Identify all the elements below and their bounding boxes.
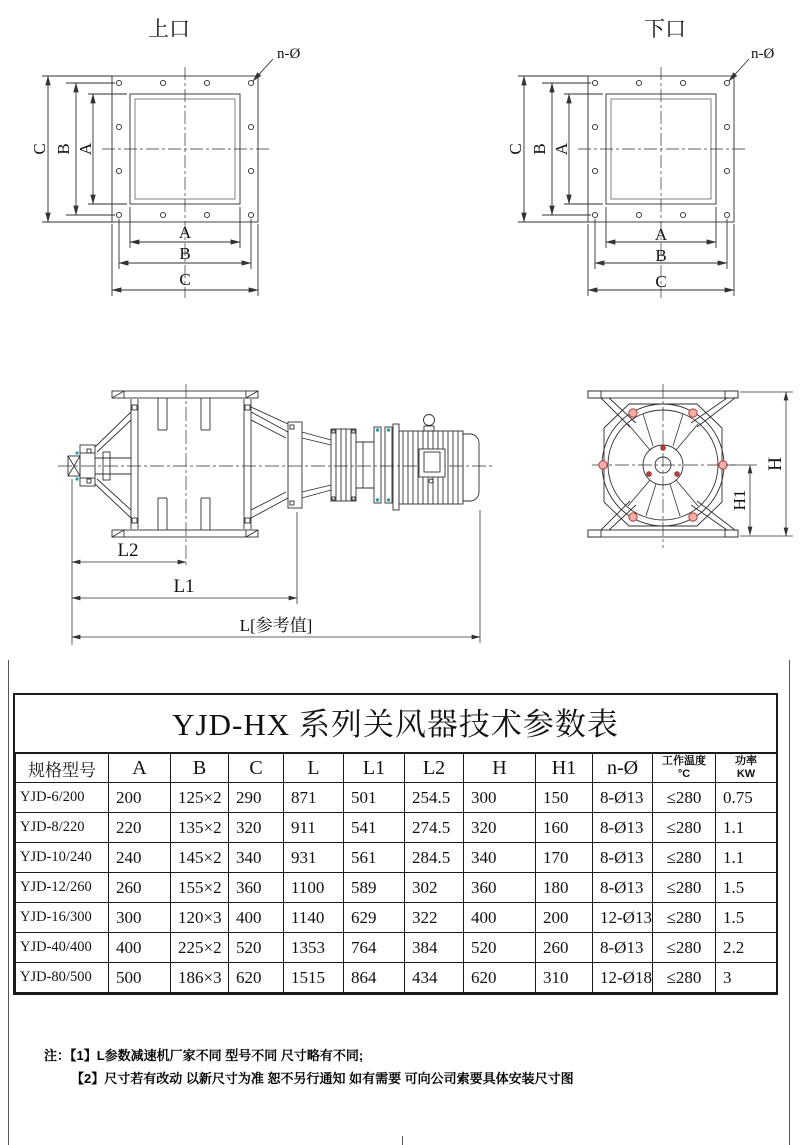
value-cell: 240 bbox=[109, 843, 171, 873]
value-cell: 302 bbox=[405, 873, 464, 903]
value-cell: 1140 bbox=[284, 903, 344, 933]
model-cell: YJD-12/260 bbox=[16, 873, 109, 903]
hole-count-label: n-Ø bbox=[277, 46, 301, 62]
value-cell: 864 bbox=[344, 963, 405, 993]
hole-count-label: n-Ø bbox=[751, 46, 775, 62]
table-row bbox=[16, 813, 777, 843]
table-title: YJD-HX 系列关风器技术参数表 bbox=[15, 695, 776, 753]
dim-a-label: A bbox=[552, 142, 571, 156]
value-cell: ≤280 bbox=[653, 813, 716, 843]
value-cell: 1.5 bbox=[716, 873, 777, 903]
side-view-drawing bbox=[58, 384, 492, 645]
dim-a-label: A bbox=[76, 142, 95, 156]
value-cell: 360 bbox=[229, 873, 284, 903]
dim-b-label: B bbox=[54, 143, 73, 155]
value-cell: 520 bbox=[229, 933, 284, 963]
value-cell: 145×2 bbox=[171, 843, 229, 873]
table-row bbox=[16, 873, 777, 903]
col-header-n: n-Ø bbox=[593, 754, 653, 783]
dim-a-label: A bbox=[178, 223, 192, 242]
value-cell: 561 bbox=[344, 843, 405, 873]
value-cell: 254.5 bbox=[405, 783, 464, 813]
model-cell: YJD-8/220 bbox=[16, 813, 109, 843]
value-cell: 1353 bbox=[284, 933, 344, 963]
value-cell: 8-Ø13 bbox=[593, 873, 653, 903]
value-cell: 274.5 bbox=[405, 813, 464, 843]
value-cell: 931 bbox=[284, 843, 344, 873]
note-line-1 bbox=[44, 1044, 574, 1067]
value-cell: 589 bbox=[344, 873, 405, 903]
value-cell: 8-Ø13 bbox=[593, 933, 653, 963]
value-cell: 300 bbox=[464, 783, 536, 813]
value-cell: 1.5 bbox=[716, 903, 777, 933]
col-header-temp bbox=[653, 754, 716, 783]
table-row bbox=[16, 933, 777, 963]
dim-h1-label: H1 bbox=[730, 489, 749, 511]
value-cell: 180 bbox=[536, 873, 593, 903]
top-port-title: 上口 bbox=[148, 17, 190, 41]
value-cell: ≤280 bbox=[653, 963, 716, 993]
note-text-2: 【2】尺寸若有改动 以新尺寸为准 恕不另行通知 如有需要 可向公司索要具体安装尺寸图 bbox=[71, 1071, 574, 1086]
col-header-power bbox=[716, 754, 777, 783]
value-cell: 400 bbox=[229, 903, 284, 933]
value-cell: 1.1 bbox=[716, 843, 777, 873]
value-cell: ≤280 bbox=[653, 933, 716, 963]
col-header-model: 规格型号 bbox=[16, 754, 109, 783]
dim-l2-label: L2 bbox=[117, 540, 139, 561]
value-cell: 434 bbox=[405, 963, 464, 993]
temp-header-line2: °C bbox=[677, 768, 691, 780]
value-cell: 8-Ø13 bbox=[593, 813, 653, 843]
value-cell: ≤280 bbox=[653, 873, 716, 903]
value-cell: 186×3 bbox=[171, 963, 229, 993]
dim-c-label: C bbox=[506, 143, 525, 155]
value-cell: 0.75 bbox=[716, 783, 777, 813]
value-cell: 520 bbox=[464, 933, 536, 963]
value-cell: ≤280 bbox=[653, 843, 716, 873]
notes bbox=[44, 1044, 574, 1090]
value-cell: 225×2 bbox=[171, 933, 229, 963]
value-cell: 620 bbox=[229, 963, 284, 993]
bottom-port-title: 下口 bbox=[644, 17, 686, 41]
spec-table-body bbox=[16, 783, 777, 993]
value-cell: 340 bbox=[464, 843, 536, 873]
power-header-line2: KW bbox=[736, 768, 756, 780]
value-cell: 120×3 bbox=[171, 903, 229, 933]
value-cell: 135×2 bbox=[171, 813, 229, 843]
col-header-b: B bbox=[171, 754, 229, 783]
value-cell: 2.2 bbox=[716, 933, 777, 963]
value-cell: 3 bbox=[716, 963, 777, 993]
model-cell: YJD-40/400 bbox=[16, 933, 109, 963]
value-cell: 322 bbox=[405, 903, 464, 933]
col-header-a: A bbox=[109, 754, 171, 783]
value-cell: 400 bbox=[109, 933, 171, 963]
spec-table bbox=[13, 693, 778, 995]
col-header-l2: L2 bbox=[405, 754, 464, 783]
value-cell: 1.1 bbox=[716, 813, 777, 843]
value-cell: 1515 bbox=[284, 963, 344, 993]
value-cell: 160 bbox=[536, 813, 593, 843]
dim-l-reference-label: L[参考值] bbox=[239, 616, 313, 635]
value-cell: 500 bbox=[109, 963, 171, 993]
sheet-frame-right bbox=[789, 660, 790, 1145]
value-cell: 12-Ø13 bbox=[593, 903, 653, 933]
value-cell: 871 bbox=[284, 783, 344, 813]
value-cell: 125×2 bbox=[171, 783, 229, 813]
value-cell: 400 bbox=[464, 903, 536, 933]
note-line-2 bbox=[71, 1067, 574, 1090]
value-cell: 200 bbox=[109, 783, 171, 813]
bottom-port-flange-drawing bbox=[506, 17, 774, 298]
front-view-drawing bbox=[588, 384, 793, 548]
value-cell: 300 bbox=[109, 903, 171, 933]
model-cell: YJD-80/500 bbox=[16, 963, 109, 993]
value-cell: 764 bbox=[344, 933, 405, 963]
value-cell: 8-Ø13 bbox=[593, 783, 653, 813]
dim-h-label: H bbox=[765, 457, 786, 471]
value-cell: 320 bbox=[229, 813, 284, 843]
value-cell: 620 bbox=[464, 963, 536, 993]
value-cell: ≤280 bbox=[653, 783, 716, 813]
dim-c-label: C bbox=[30, 143, 49, 155]
value-cell: 260 bbox=[536, 933, 593, 963]
table-row bbox=[16, 783, 777, 813]
dim-c-label: C bbox=[179, 270, 191, 289]
value-cell: 310 bbox=[536, 963, 593, 993]
value-cell: 340 bbox=[229, 843, 284, 873]
value-cell: 200 bbox=[536, 903, 593, 933]
col-header-l1: L1 bbox=[344, 754, 405, 783]
value-cell: 260 bbox=[109, 873, 171, 903]
value-cell: 290 bbox=[229, 783, 284, 813]
dim-b-label: B bbox=[655, 246, 667, 265]
col-header-l: L bbox=[284, 754, 344, 783]
table-row bbox=[16, 963, 777, 993]
value-cell: 501 bbox=[344, 783, 405, 813]
sheet-frame-left bbox=[8, 660, 9, 1145]
col-header-h1: H1 bbox=[536, 754, 593, 783]
dim-l1-label: L1 bbox=[173, 576, 195, 597]
value-cell: 12-Ø18 bbox=[593, 963, 653, 993]
note-prefix: 注： bbox=[44, 1048, 71, 1063]
dim-b-label: B bbox=[179, 244, 191, 263]
col-header-h: H bbox=[464, 754, 536, 783]
value-cell: 911 bbox=[284, 813, 344, 843]
header-row bbox=[16, 754, 777, 783]
note-text-1: 【1】L参数减速机厂家不同 型号不同 尺寸略有不同; bbox=[70, 1048, 364, 1063]
col-header-c: C bbox=[229, 754, 284, 783]
value-cell: 284.5 bbox=[405, 843, 464, 873]
temp-header-line1: 工作温度 bbox=[662, 755, 706, 768]
model-cell: YJD-6/200 bbox=[16, 783, 109, 813]
table-row bbox=[16, 903, 777, 933]
dim-b-label: B bbox=[530, 143, 549, 155]
value-cell: 150 bbox=[536, 783, 593, 813]
value-cell: 360 bbox=[464, 873, 536, 903]
value-cell: 384 bbox=[405, 933, 464, 963]
value-cell: 629 bbox=[344, 903, 405, 933]
eye-bolt-icon bbox=[424, 415, 435, 432]
model-cell: YJD-10/240 bbox=[16, 843, 109, 873]
value-cell: 155×2 bbox=[171, 873, 229, 903]
value-cell: 320 bbox=[464, 813, 536, 843]
value-cell: ≤280 bbox=[653, 903, 716, 933]
value-cell: 170 bbox=[536, 843, 593, 873]
top-port-flange-drawing bbox=[30, 17, 300, 298]
table-row bbox=[16, 843, 777, 873]
dim-a-label: A bbox=[654, 225, 668, 244]
value-cell: 541 bbox=[344, 813, 405, 843]
value-cell: 1100 bbox=[284, 873, 344, 903]
dim-c-label: C bbox=[655, 272, 667, 291]
motor bbox=[393, 415, 479, 511]
power-header-line1: 功率 bbox=[735, 755, 757, 768]
sheet-frame-center-tick bbox=[402, 1136, 403, 1145]
value-cell: 8-Ø13 bbox=[593, 843, 653, 873]
value-cell: 220 bbox=[109, 813, 171, 843]
model-cell: YJD-16/300 bbox=[16, 903, 109, 933]
